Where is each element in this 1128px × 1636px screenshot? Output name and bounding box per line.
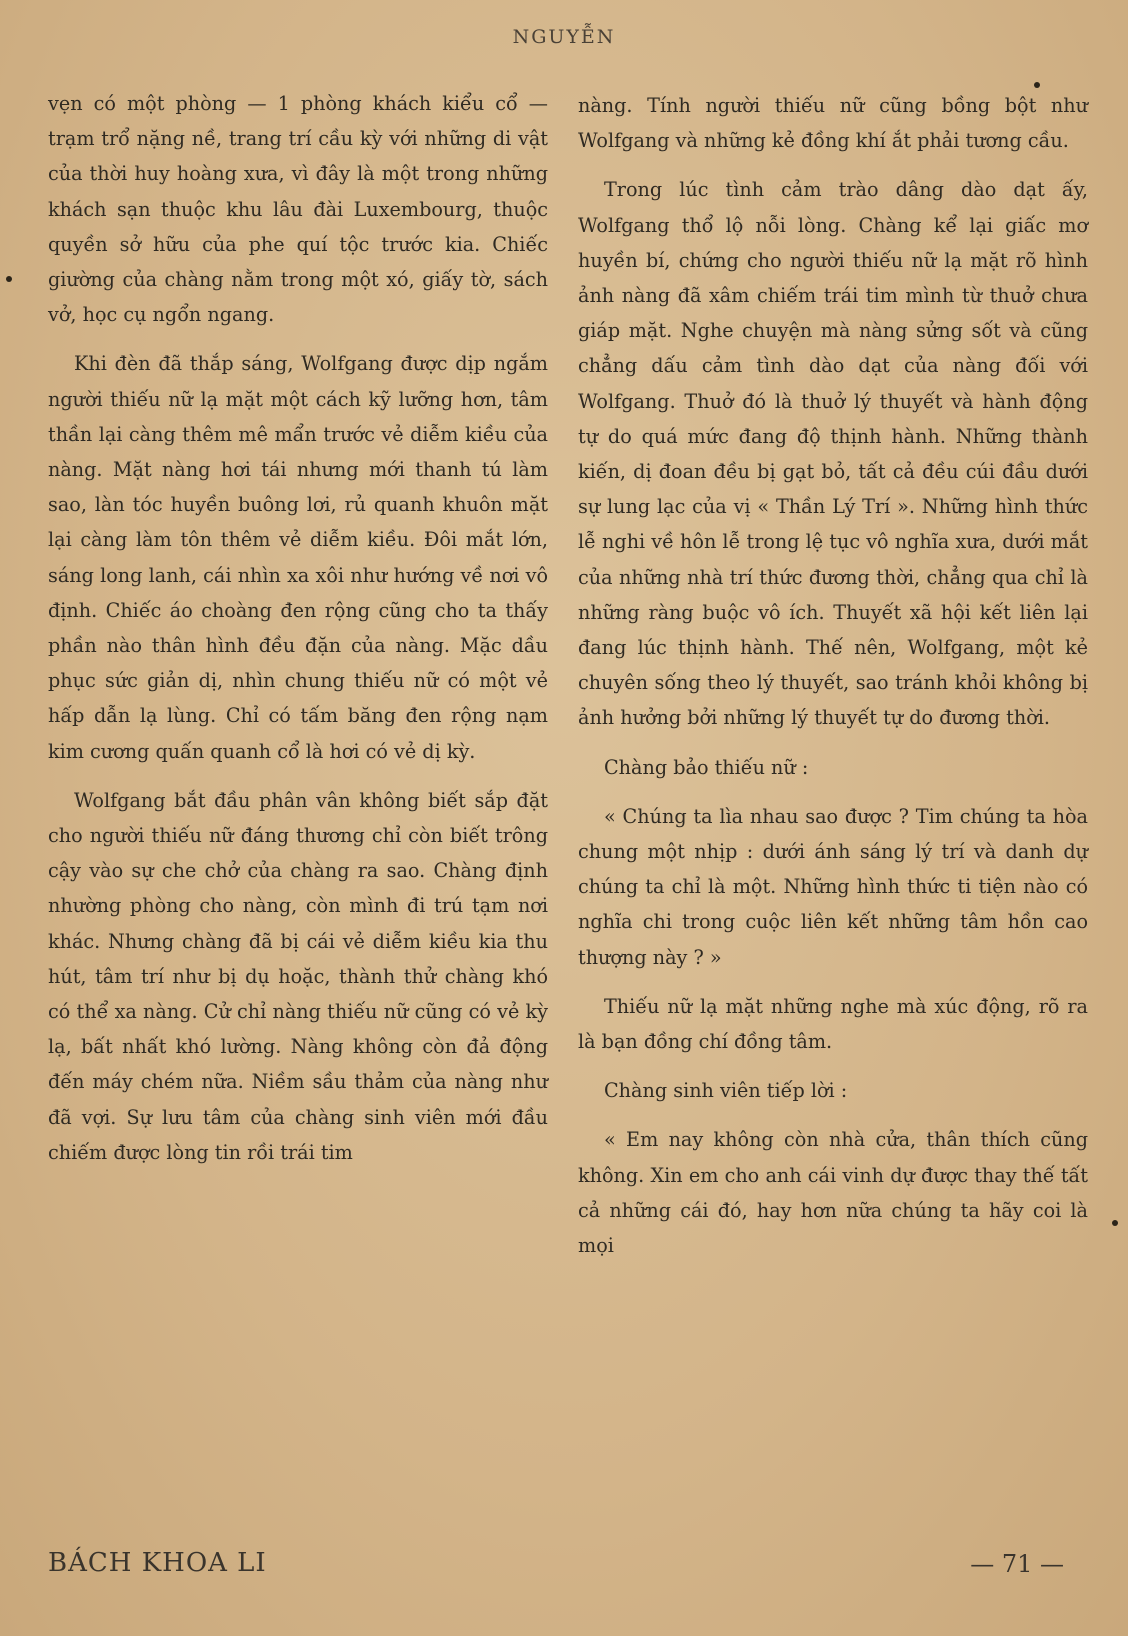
paragraph: Khi đèn đã thắp sáng, Wolfgang được dịp ngắm người thiếu nữ lạ mặt một cách kỹ lưỡng hơn, tâm thần lại càng thêm mê mẩn trước vẻ diễm kiều của nàng. Mặt nàng hơi tái nhưng mới thanh tú làm sao, làn tóc huyền buông lơi, rủ quanh khuôn mặt lại càng làm tôn thêm vẻ diễm kiều. Đôi mắt lớn, sáng long lanh, cái nhìn xa xôi như hướng về nơi vô định. Chiếc áo choàng đen rộng cũng cho ta thấy phần nào thân hình đều đặn của nàng. Mặc dầu phục sức giản dị, nhìn chung thiếu nữ có một vẻ hấp dẫn lạ lùng. Chỉ có tấm băng đen rộng nạm kim cương quấn quanh cổ là hơi có vẻ dị kỳ.: [48, 352, 548, 763]
paragraph: nàng. Tính người thiếu nữ cũng bồng bột như Wolfgang và những kẻ đồng khí ắt phải tương cầu.: [578, 94, 1088, 153]
paragraph: « Em nay không còn nhà cửa, thân thích cũng không. Xin em cho anh cái vinh dự được thay thế tất cả những cái đó, hay hơn nữa chúng ta hãy coi là mọi: [578, 1128, 1088, 1258]
print-speck: [1112, 1220, 1118, 1226]
right-column: [578, 88, 1088, 1277]
page-number: — 71 —: [970, 1550, 1064, 1578]
left-column: [48, 86, 548, 1184]
print-speck: [1034, 82, 1040, 88]
paragraph: Chàng sinh viên tiếp lời :: [604, 1079, 848, 1103]
running-header: NGUYỄN: [512, 26, 616, 48]
paragraph: Chàng bảo thiếu nữ :: [604, 755, 809, 779]
paragraph: Thiếu nữ lạ mặt những nghe mà xúc động, rõ ra là bạn đồng chí đồng tâm.: [578, 994, 1088, 1054]
magazine-title: BÁCH KHOA LI: [48, 1548, 267, 1578]
paragraph: « Chúng ta lìa nhau sao được ? Tim chúng ta hòa chung một nhịp : dưới ánh sáng lý trí và danh dự chúng ta chỉ là một. Những hình thức ti tiện nào có nghĩa chi trong cuộc liên kết những tâm hồn cao thượng này ? »: [578, 804, 1088, 969]
print-speck: [6, 276, 12, 282]
paragraph: Trong lúc tình cảm trào dâng dào dạt ấy, Wolfgang thổ lộ nỗi lòng. Chàng kể lại giấc mơ huyền bí, chứng cho người thiếu nữ lạ mặt rõ hình ảnh nàng đã xâm chiếm trái tim mình từ thuở chưa giáp mặt. Nghe chuyện mà nàng sửng sốt và cũng chẳng dấu cảm tình dào dạt của nàng đối với Wolfgang. Thuở đó là thuở lý thuyết và hành động tự do quá mức đang độ thịnh hành. Những thành kiến, dị đoan đều bị gạt bỏ, tất cả đều cúi đầu dưới sự lung lạc của vị « Thần Lý Trí ». Những hình thức lễ nghi về hôn lễ trong lệ tục vô nghĩa xưa, dưới mắt của những nhà trí thức đương thời, chẳng qua chỉ là những ràng buộc vô ích. Thuyết xã hội kết liên lại đang lúc thịnh hành. Thế nên, Wolfgang, một kẻ chuyên sống theo lý thuyết, sao tránh khỏi không bị ảnh hưởng bởi những lý thuyết tự do đương thời.: [578, 178, 1088, 730]
paragraph: Wolfgang bắt đầu phân vân không biết sắp đặt cho người thiếu nữ đáng thương chỉ còn biết trông cậy vào sự che chở của chàng ra sao. Chàng định nhường phòng cho nàng, còn mình đi trú tạm nơi khác. Nhưng chàng đã bị cái vẻ diễm kiều kia thu hút, tâm trí như bị dụ hoặc, thành thử chàng khó có thể xa nàng. Cử chỉ nàng thiếu nữ cũng có vẻ kỳ lạ, bất nhất khó lường. Nàng không còn đả động đến máy chém nữa. Niềm sầu thảm của nàng như đã vợi. Sự lưu tâm của chàng sinh viên mới đầu chiếm được lòng tin rồi trái tim: [48, 788, 548, 1164]
paragraph: vẹn có một phòng — 1 phòng khách kiểu cổ — trạm trổ nặng nề, trang trí cầu kỳ với những di vật của thời huy hoàng xưa, vì đây là một trong những khách sạn thuộc khu lâu đài Luxembourg, thuộc quyền sở hữu của phe quí tộc trước kia. Chiếc giường của chàng nằm trong một xó, giấy tờ, sách vở, học cụ ngổn ngang.: [48, 92, 548, 327]
